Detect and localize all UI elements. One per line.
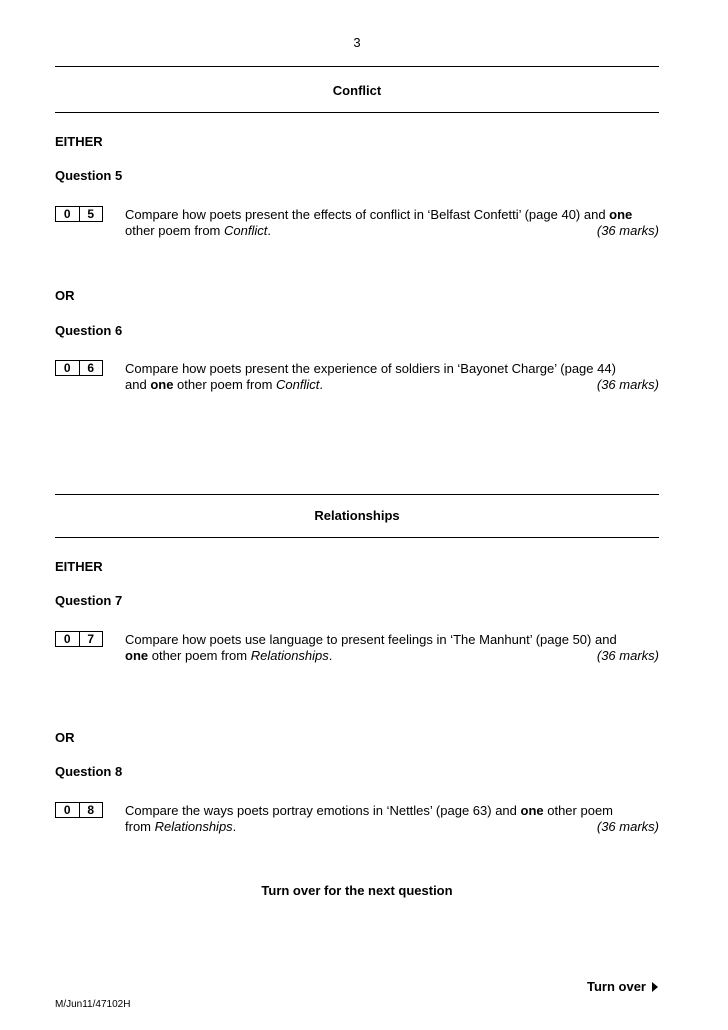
question-text — [125, 632, 659, 664]
question-number-digit: 0 — [63, 361, 71, 375]
question-text-line: and one other poem from Conflict. (36 marks) — [125, 377, 659, 392]
question-number-digit: 7 — [79, 632, 103, 646]
question-number-digit: 8 — [79, 803, 103, 817]
question-label: Question 8 — [55, 764, 123, 779]
marks-label: (36 marks) — [596, 648, 659, 663]
choice-label: OR — [55, 288, 75, 303]
question-text-line: one other poem from Relationships. (36 marks) — [125, 648, 659, 663]
triangle-right-icon — [652, 982, 658, 992]
question-number-box — [55, 631, 103, 647]
question-label: Question 5 — [55, 168, 123, 183]
question-number-box — [55, 360, 103, 376]
question-number-box — [55, 206, 103, 222]
choice-label: EITHER — [55, 134, 103, 149]
question-text — [125, 361, 659, 393]
question-text-line: from Relationships. (36 marks) — [125, 819, 659, 834]
question-label: Question 6 — [55, 323, 123, 338]
marks-label: (36 marks) — [596, 223, 659, 238]
question-number-digit: 5 — [79, 207, 103, 221]
page-number: 3 — [353, 35, 361, 50]
section-divider-bottom — [55, 537, 659, 538]
turn-over-label: Turn over — [587, 979, 658, 994]
section-title-relationships: Relationships — [314, 508, 400, 523]
question-number-digit: 0 — [63, 803, 71, 817]
section-title-conflict: Conflict — [332, 83, 382, 98]
question-text-line: Compare how poets use language to present feelings in ‘The Manhunt’ (page 50) and — [125, 632, 617, 647]
question-text-line: Compare how poets present the experience of soldiers in ‘Bayonet Charge’ (page 44) — [125, 361, 616, 376]
question-number-box — [55, 802, 103, 818]
section-divider-top — [55, 66, 659, 67]
question-number-digit: 6 — [79, 361, 103, 375]
marks-label: (36 marks) — [596, 377, 659, 392]
choice-label: OR — [55, 730, 75, 745]
next-question-note: Turn over for the next question — [261, 883, 453, 898]
section-divider-top — [55, 494, 659, 495]
question-text-line: other poem from Conflict. (36 marks) — [125, 223, 659, 238]
choice-label: EITHER — [55, 559, 103, 574]
question-text — [125, 803, 659, 835]
paper-reference-code: M/Jun11/47102H — [55, 999, 131, 1010]
question-text — [125, 207, 659, 239]
question-text-line: Compare how poets present the effects of conflict in ‘Belfast Confetti’ (page 40) and one — [125, 207, 633, 222]
section-divider-bottom — [55, 112, 659, 113]
question-label: Question 7 — [55, 593, 123, 608]
question-number-digit: 0 — [63, 207, 71, 221]
question-number-digit: 0 — [63, 632, 71, 646]
question-text-line: Compare the ways poets portray emotions in ‘Nettles’ (page 63) and one other poem — [125, 803, 613, 818]
marks-label: (36 marks) — [596, 819, 659, 834]
